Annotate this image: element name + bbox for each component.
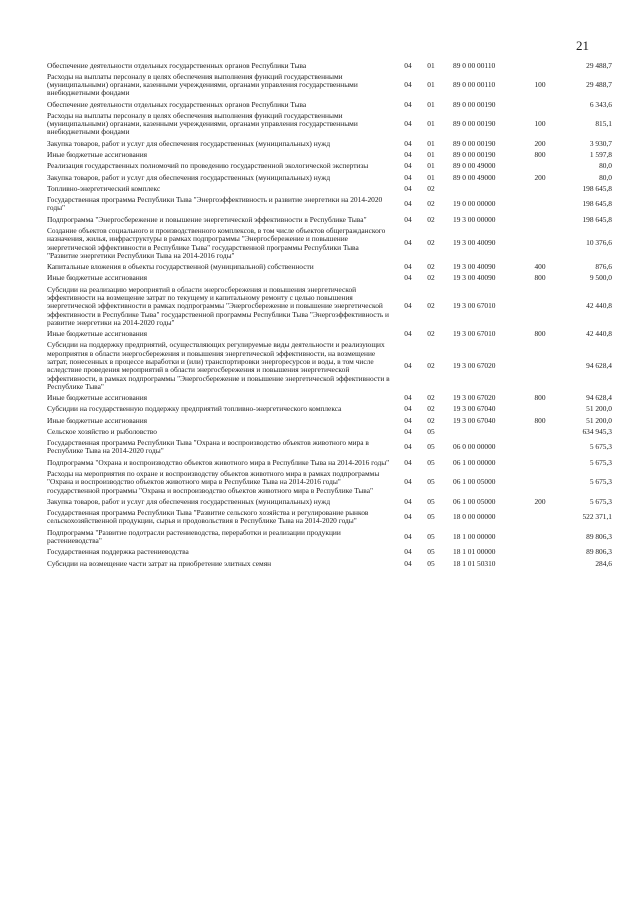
table-row bbox=[47, 340, 612, 393]
row-name: Закупка товаров, работ и услуг для обеспечения государственных (муниципальных) нужд bbox=[47, 496, 331, 506]
row-name: Подпрограмма "Охрана и воспроизводство объектов животного мира в Республике Тыва на 2014-2016 годы" bbox=[47, 457, 390, 467]
row-sum: 42 440,8 bbox=[586, 301, 612, 311]
row-target-item: 18 1 00 00000 bbox=[453, 531, 496, 541]
row-name: Сельское хозяйство и рыболовство bbox=[47, 426, 157, 436]
row-target-item: 06 1 00 05000 bbox=[453, 496, 496, 506]
row-subsection: 01 bbox=[427, 119, 435, 129]
row-subsection: 02 bbox=[427, 404, 435, 414]
row-sum: 634 945,3 bbox=[582, 426, 612, 436]
row-sum: 80,0 bbox=[599, 172, 612, 182]
row-section: 04 bbox=[404, 183, 412, 193]
row-sum: 51 200,0 bbox=[586, 404, 612, 414]
table-row bbox=[47, 138, 612, 149]
row-section: 04 bbox=[404, 150, 412, 160]
row-sum: 10 376,6 bbox=[586, 238, 612, 248]
row-name: Государственная поддержка растениеводства bbox=[47, 547, 189, 557]
row-expense-type bbox=[527, 161, 553, 172]
table-row bbox=[47, 150, 612, 161]
row-expense-type: 200 bbox=[534, 172, 546, 182]
row-sum: 29 488,7 bbox=[586, 80, 612, 90]
row-subsection: 01 bbox=[427, 60, 435, 70]
row-sum: 522 371,1 bbox=[582, 512, 612, 522]
row-name: Закупка товаров, работ и услуг для обеспечения государственных (муниципальных) нужд bbox=[47, 172, 331, 182]
row-target-item: 89 0 00 49000 bbox=[453, 161, 496, 171]
row-expense-type bbox=[527, 60, 553, 71]
row-name: Создание объектов социального и производственного комплексов, в том числе объектов общегражданского назначения, жилья, инфраструктуры в рамках подпрограммы "Энергосбережение и повышение энергетической эффективности в Республике Тыва" государственной программы Республики Тыва "Развитие энергетики Республики Тыва на 2014-2016 годы" bbox=[47, 226, 386, 260]
row-name: Иные бюджетные ассигнования bbox=[47, 329, 148, 339]
row-expense-type bbox=[527, 469, 553, 497]
row-subsection: 05 bbox=[427, 512, 435, 522]
row-expense-type bbox=[527, 558, 553, 569]
row-name: Субсидии на возмещение части затрат на приобретение элитных семян bbox=[47, 558, 272, 568]
row-target-item: 19 3 00 40090 bbox=[453, 262, 496, 272]
row-subsection: 02 bbox=[427, 415, 435, 425]
row-target-item: 89 0 00 49000 bbox=[453, 172, 496, 182]
table-row bbox=[47, 99, 612, 110]
row-subsection: 02 bbox=[427, 393, 435, 403]
table-row bbox=[47, 438, 612, 458]
row-sum: 815,1 bbox=[595, 119, 612, 129]
row-name: Субсидии на реализацию мероприятий в области энергосбережения и повышения энергетической эффективности на возмещение затрат по текущему и капитальному ремонту с целью повышения энергетической эффективности в рамках подпрограммы "Энергосбережение и повышение энергетической эффективности в Республике Тыва" государственной программы Республики Тыва "Энергоэффективность и развитие энергетики на 2014-2020 годы" bbox=[47, 284, 389, 327]
row-subsection: 01 bbox=[427, 138, 435, 148]
row-name: Подпрограмма "Энергосбережение и повышение энергетической эффективности в Республике Тыва" bbox=[47, 214, 367, 224]
row-sum: 89 806,3 bbox=[586, 531, 612, 541]
row-section: 04 bbox=[404, 361, 412, 371]
row-name: Реализация государственных полномочий по проведению государственной экологической экспертизы bbox=[47, 161, 369, 171]
row-section: 04 bbox=[404, 512, 412, 522]
budget-table bbox=[47, 60, 612, 569]
row-section: 04 bbox=[404, 262, 412, 272]
row-target-item: 19 3 00 67020 bbox=[453, 361, 496, 371]
row-section: 04 bbox=[404, 199, 412, 209]
row-subsection: 01 bbox=[427, 161, 435, 171]
table-row bbox=[47, 172, 612, 183]
table-row bbox=[47, 558, 612, 569]
row-target-item: 89 0 00 00110 bbox=[453, 60, 496, 70]
row-target-item: 19 3 00 67040 bbox=[453, 404, 496, 414]
table-row bbox=[47, 183, 612, 194]
row-section: 04 bbox=[404, 172, 412, 182]
row-section: 04 bbox=[404, 477, 412, 487]
row-name: Иные бюджетные ассигнования bbox=[47, 415, 148, 425]
row-subsection: 02 bbox=[427, 361, 435, 371]
row-section: 04 bbox=[404, 273, 412, 283]
table-row bbox=[47, 329, 612, 340]
row-expense-type bbox=[527, 508, 553, 528]
row-sum: 94 628,4 bbox=[586, 393, 612, 403]
row-expense-type: 200 bbox=[534, 496, 546, 506]
table-row bbox=[47, 214, 612, 225]
row-sum: 5 675,3 bbox=[589, 442, 612, 452]
row-expense-type bbox=[527, 438, 553, 458]
row-expense-type: 800 bbox=[534, 393, 546, 403]
row-sum: 876,6 bbox=[595, 262, 612, 272]
row-sum: 29 488,7 bbox=[586, 60, 612, 70]
row-name: Иные бюджетные ассигнования bbox=[47, 273, 148, 283]
row-section: 04 bbox=[404, 426, 412, 436]
row-target-item: 19 3 00 67020 bbox=[453, 393, 496, 403]
row-section: 04 bbox=[404, 99, 412, 109]
row-subsection: 05 bbox=[427, 457, 435, 467]
row-target-item: 18 0 00 00000 bbox=[453, 512, 496, 522]
row-name: Обеспечение деятельности отдельных государственных органов Республики Тыва bbox=[47, 99, 307, 109]
row-section: 04 bbox=[404, 547, 412, 557]
row-sum: 9 500,0 bbox=[589, 273, 612, 283]
row-section: 04 bbox=[404, 496, 412, 506]
row-expense-type bbox=[527, 527, 553, 547]
row-name: Капитальные вложения в объекты государственной (муниципальной) собственности bbox=[47, 262, 314, 272]
row-name: Подпрограмма "Развитие подотрасли растениеводства, переработки и реализации продукции растениеводства" bbox=[47, 527, 341, 545]
row-name: Субсидии на государственную поддержку предприятий топливно-энергетического комплекса bbox=[47, 404, 342, 414]
row-target-item: 19 3 00 67010 bbox=[453, 329, 496, 339]
row-section: 04 bbox=[404, 119, 412, 129]
table-row bbox=[47, 71, 612, 99]
row-name: Топливно-энергетический комплекс bbox=[47, 183, 161, 193]
row-expense-type bbox=[527, 404, 553, 415]
table-row bbox=[47, 508, 612, 528]
table-row bbox=[47, 547, 612, 558]
row-expense-type: 100 bbox=[534, 119, 546, 129]
row-section: 04 bbox=[404, 531, 412, 541]
row-target-item: 06 1 00 05000 bbox=[453, 477, 496, 487]
row-target-item bbox=[443, 426, 527, 437]
table-row bbox=[47, 195, 612, 215]
table-row bbox=[47, 262, 612, 273]
row-subsection: 05 bbox=[427, 531, 435, 541]
budget-table-body bbox=[47, 60, 612, 569]
row-name: Расходы на выплаты персоналу в целях обеспечения выполнения функций государственными (муниципальными) органами, казенными учреждениями, органами управления государственными внебюджетными фондами bbox=[47, 71, 358, 98]
table-row bbox=[47, 161, 612, 172]
row-section: 04 bbox=[404, 415, 412, 425]
row-target-item: 18 1 01 50310 bbox=[453, 558, 496, 568]
table-row bbox=[47, 284, 612, 328]
row-section: 04 bbox=[404, 393, 412, 403]
row-section: 04 bbox=[404, 329, 412, 339]
row-section: 04 bbox=[404, 138, 412, 148]
row-name: Обеспечение деятельности отдельных государственных органов Республики Тыва bbox=[47, 60, 307, 70]
row-subsection: 05 bbox=[427, 496, 435, 506]
row-target-item bbox=[443, 183, 527, 194]
row-sum: 5 675,3 bbox=[589, 477, 612, 487]
row-expense-type bbox=[527, 426, 553, 437]
row-section: 04 bbox=[404, 457, 412, 467]
row-subsection: 02 bbox=[427, 199, 435, 209]
row-sum: 94 628,4 bbox=[586, 361, 612, 371]
row-expense-type: 800 bbox=[534, 273, 546, 283]
row-name: Государственная программа Республики Тыва "Развитие сельского хозяйства и регулирование рынков сельскохозяйственной продукции, сырья и продовольствия в Республике Тыва на 2014-2020 годы" bbox=[47, 508, 369, 526]
row-section: 04 bbox=[404, 404, 412, 414]
row-expense-type bbox=[527, 340, 553, 393]
row-sum: 80,0 bbox=[599, 161, 612, 171]
table-row bbox=[47, 527, 612, 547]
row-subsection: 01 bbox=[427, 150, 435, 160]
row-subsection: 05 bbox=[427, 426, 435, 436]
row-subsection: 02 bbox=[427, 262, 435, 272]
row-sum: 5 675,3 bbox=[589, 496, 612, 506]
row-name: Государственная программа Республики Тыва "Охрана и воспроизводство объектов животного мира в Республике Тыва на 2014-2020 годы" bbox=[47, 438, 369, 456]
row-expense-type bbox=[527, 214, 553, 225]
row-sum: 1 597,8 bbox=[589, 150, 612, 160]
row-target-item: 89 0 00 00110 bbox=[453, 80, 496, 90]
row-target-item: 89 0 00 00190 bbox=[453, 99, 496, 109]
row-sum: 5 675,3 bbox=[589, 457, 612, 467]
row-name: Иные бюджетные ассигнования bbox=[47, 393, 148, 403]
row-subsection: 05 bbox=[427, 558, 435, 568]
table-row bbox=[47, 110, 612, 138]
table-row bbox=[47, 226, 612, 262]
table-row bbox=[47, 457, 612, 468]
table-row bbox=[47, 393, 612, 404]
row-expense-type: 800 bbox=[534, 150, 546, 160]
row-subsection: 01 bbox=[427, 172, 435, 182]
row-subsection: 02 bbox=[427, 301, 435, 311]
row-sum: 284,6 bbox=[595, 558, 612, 568]
table-row bbox=[47, 415, 612, 426]
row-expense-type bbox=[527, 457, 553, 468]
row-subsection: 02 bbox=[427, 329, 435, 339]
row-subsection: 05 bbox=[427, 547, 435, 557]
row-subsection: 02 bbox=[427, 214, 435, 224]
row-subsection: 01 bbox=[427, 99, 435, 109]
row-expense-type: 400 bbox=[534, 262, 546, 272]
row-expense-type bbox=[527, 183, 553, 194]
row-name: Закупка товаров, работ и услуг для обеспечения государственных (муниципальных) нужд bbox=[47, 138, 331, 148]
row-section: 04 bbox=[404, 80, 412, 90]
row-expense-type bbox=[527, 547, 553, 558]
row-name: Иные бюджетные ассигнования bbox=[47, 150, 148, 160]
row-sum: 198 645,8 bbox=[582, 214, 612, 224]
row-target-item: 19 3 00 40090 bbox=[453, 273, 496, 283]
row-sum: 51 200,0 bbox=[586, 415, 612, 425]
row-subsection: 05 bbox=[427, 477, 435, 487]
row-subsection: 01 bbox=[427, 80, 435, 90]
row-sum: 6 343,6 bbox=[589, 99, 612, 109]
row-subsection: 02 bbox=[427, 183, 435, 193]
row-section: 04 bbox=[404, 214, 412, 224]
row-name: Расходы на выплаты персоналу в целях обеспечения выполнения функций государственными (муниципальными) органами, казенными учреждениями, органами управления государственными внебюджетными фондами bbox=[47, 110, 358, 137]
row-target-item: 06 1 00 00000 bbox=[453, 457, 496, 467]
table-row bbox=[47, 469, 612, 497]
table-row bbox=[47, 496, 612, 507]
row-target-item: 19 3 00 40090 bbox=[453, 238, 496, 248]
row-target-item: 89 0 00 00190 bbox=[453, 119, 496, 129]
row-section: 04 bbox=[404, 161, 412, 171]
row-name: Расходы на мероприятия по охране и воспроизводству объектов животного мира в рамках подпрограммы "Охрана и воспроизводство объектов животного мира в Республике Тыва на 2014-2016 годы" государственной программы "Охрана и воспроизводство объектов животного мира в Республике Тыва" bbox=[47, 469, 380, 495]
row-section: 04 bbox=[404, 301, 412, 311]
table-row bbox=[47, 426, 612, 437]
row-expense-type: 800 bbox=[534, 415, 546, 425]
row-name: Субсидии на поддержку предприятий, осуществляющих регулируемые виды деятельности и реализующих мероприятия в области энергосбережения и повышения энергетической эффективности, на возмещение затрат, понесенных в процессе выработки и (или) транспортировки энергоресурсов и воды, в том числе вследствие проведения мероприятий в области энергосбережения и повышения энергетической эффективности, в рамках подпрограммы "Энергосбережение и повышение энергетической эффективности в Республике Тыва" bbox=[47, 340, 390, 391]
row-target-item: 18 1 01 00000 bbox=[453, 547, 496, 557]
row-sum: 3 930,7 bbox=[589, 138, 612, 148]
row-expense-type: 800 bbox=[534, 329, 546, 339]
row-expense-type bbox=[527, 99, 553, 110]
table-row bbox=[47, 404, 612, 415]
row-target-item: 89 0 00 00190 bbox=[453, 138, 496, 148]
row-subsection: 05 bbox=[427, 442, 435, 452]
row-sum: 89 806,3 bbox=[586, 547, 612, 557]
row-expense-type: 200 bbox=[534, 138, 546, 148]
row-name: Государственная программа Республики Тыва "Энергоэффективность и развитие энергетики на 2014-2020 годы" bbox=[47, 195, 383, 213]
row-section: 04 bbox=[404, 442, 412, 452]
row-target-item: 19 3 00 67040 bbox=[453, 415, 496, 425]
row-target-item: 19 0 00 00000 bbox=[453, 199, 496, 209]
row-expense-type bbox=[527, 226, 553, 262]
row-target-item: 19 3 00 00000 bbox=[453, 214, 496, 224]
row-section: 04 bbox=[404, 238, 412, 248]
row-expense-type bbox=[527, 284, 553, 328]
row-subsection: 02 bbox=[427, 273, 435, 283]
row-subsection: 02 bbox=[427, 238, 435, 248]
row-sum: 42 440,8 bbox=[586, 329, 612, 339]
row-target-item: 06 0 00 00000 bbox=[453, 442, 496, 452]
row-expense-type bbox=[527, 195, 553, 215]
row-section: 04 bbox=[404, 558, 412, 568]
table-row bbox=[47, 273, 612, 284]
row-expense-type: 100 bbox=[534, 80, 546, 90]
page-number: 21 bbox=[576, 38, 589, 53]
table-row bbox=[47, 60, 612, 71]
row-sum: 198 645,8 bbox=[582, 183, 612, 193]
row-target-item: 19 3 00 67010 bbox=[453, 301, 496, 311]
row-sum: 198 645,8 bbox=[582, 199, 612, 209]
row-target-item: 89 0 00 00190 bbox=[453, 150, 496, 160]
row-section: 04 bbox=[404, 60, 412, 70]
